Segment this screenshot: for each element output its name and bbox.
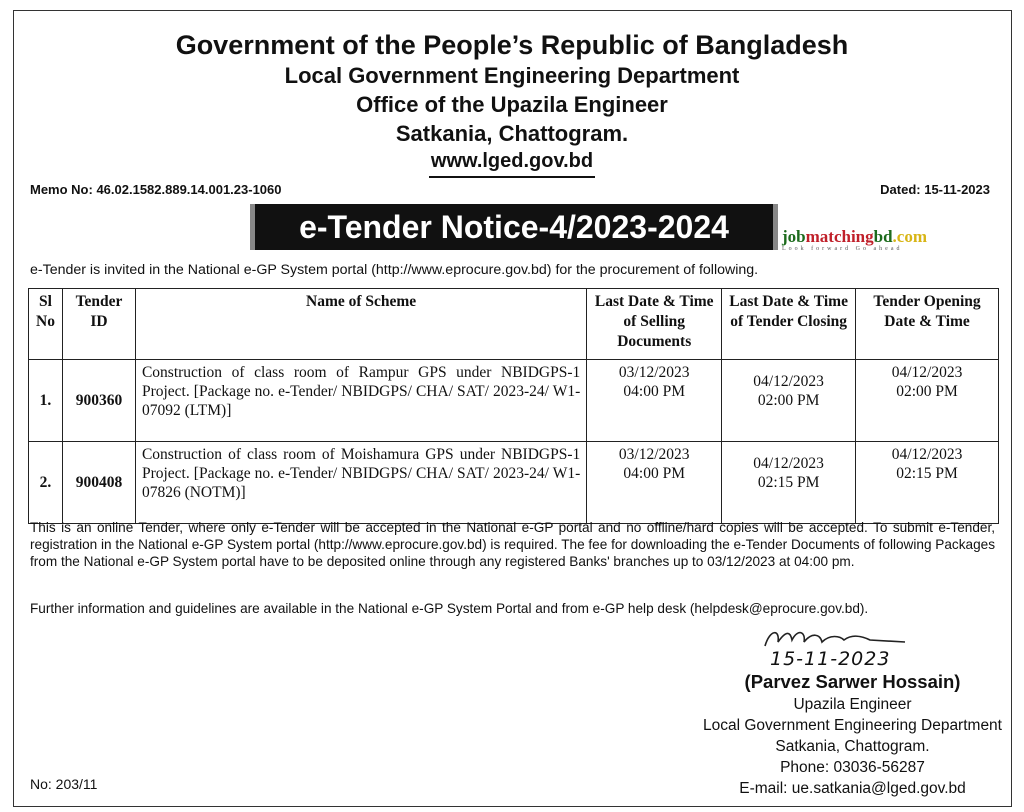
tender-table <box>28 288 999 524</box>
cell-opening: 04/12/2023 02:15 PM <box>856 442 999 524</box>
signatory-email[interactable]: E-mail: ue.satkania@lged.gov.bd <box>739 780 966 797</box>
watermark-logo: jobmatchingbd.com Look forward Go ahead <box>782 227 928 252</box>
signatory-name: (Parvez Sarwer Hossain) <box>744 671 961 692</box>
header-office: Office of the Upazila Engineer <box>356 92 668 117</box>
memo-number: Memo No: 46.02.1582.889.14.001.23-1060 <box>30 182 282 197</box>
table-row <box>29 442 999 524</box>
header-scheme: Name of Scheme <box>135 289 586 360</box>
header-sl-no: Sl No <box>29 289 63 360</box>
further-info-paragraph: Further information and guidelines are available in the National e-GP System Portal and from e-GP help desk (helpdesk@eprocure.gov.bd). <box>30 601 869 616</box>
cell-tender-id: 900360 <box>62 360 135 442</box>
signatory-location: Satkania, Chattogram. <box>775 738 930 755</box>
cell-sl: 1. <box>29 360 63 442</box>
reference-number: No: 203/11 <box>30 776 98 792</box>
cell-closing: 04/12/2023 02:15 PM <box>722 442 856 524</box>
header-department: Local Government Engineering Department <box>284 63 740 88</box>
cell-scheme: Construction of class room of Rampur GPS under NBIDGPS-1 Project. [Package no. e-Tender/ NBIDGPS/ CHA/ SAT/ 2023-24/ W1-07092 (LTM)] <box>135 360 586 442</box>
online-tender-paragraph: This is an online Tender, where only e-Tender will be accepted in the National e-GP portal and no offline/hard copies will be accepted. To submit e-Tender, registration in the National e-GP System portal (http://www.eprocure.gov.bd) is required. The fee for downloading the e-Tender Documents of following Packages from the National e-GP System portal have to be deposited online through any registered Banks' branches up to 03/12/2023 at 04:00 pm. <box>30 520 995 569</box>
cell-tender-id: 900408 <box>62 442 135 524</box>
signatory-phone: Phone: 03036-56287 <box>780 759 925 776</box>
cell-opening: 04/12/2023 02:00 PM <box>856 360 999 442</box>
cell-selling: 03/12/2023 04:00 PM <box>587 442 722 524</box>
cell-selling: 03/12/2023 04:00 PM <box>587 360 722 442</box>
header-closing: Last Date & Time of Tender Closing <box>722 289 856 360</box>
memo-date: Dated: 15-11-2023 <box>880 182 990 197</box>
header-government: Government of the People’s Republic of Bangladesh <box>175 30 849 60</box>
table-row <box>29 360 999 442</box>
intro-text: e-Tender is invited in the National e-GP System portal (http://www.eprocure.gov.bd) for the procurement of following. <box>30 262 759 278</box>
header-selling: Last Date & Time of Selling Documents <box>587 289 722 360</box>
signatory-title: Upazila Engineer <box>793 696 912 713</box>
header-opening: Tender Opening Date & Time <box>856 289 999 360</box>
table-header-row <box>29 289 999 360</box>
header-tender-id: Tender ID <box>62 289 135 360</box>
cell-sl: 2. <box>29 442 63 524</box>
website-link[interactable]: www.lged.gov.bd <box>429 150 595 178</box>
signature-block <box>703 670 1002 799</box>
cell-closing: 04/12/2023 02:00 PM <box>722 360 856 442</box>
cell-scheme: Construction of class room of Moishamura GPS under NBIDGPS-1 Project. [Package no. e-Tender/ NBIDGPS/ CHA/ SAT/ 2023-24/ W1-07826 (NOTM)] <box>135 442 586 524</box>
handwritten-date: 15-11-2023 <box>770 648 891 670</box>
signatory-department: Local Government Engineering Department <box>703 717 1002 734</box>
header-location: Satkania, Chattogram. <box>395 121 629 146</box>
notice-title: e-Tender Notice-4/2023-2024 <box>250 204 778 250</box>
header-website <box>0 150 1024 173</box>
